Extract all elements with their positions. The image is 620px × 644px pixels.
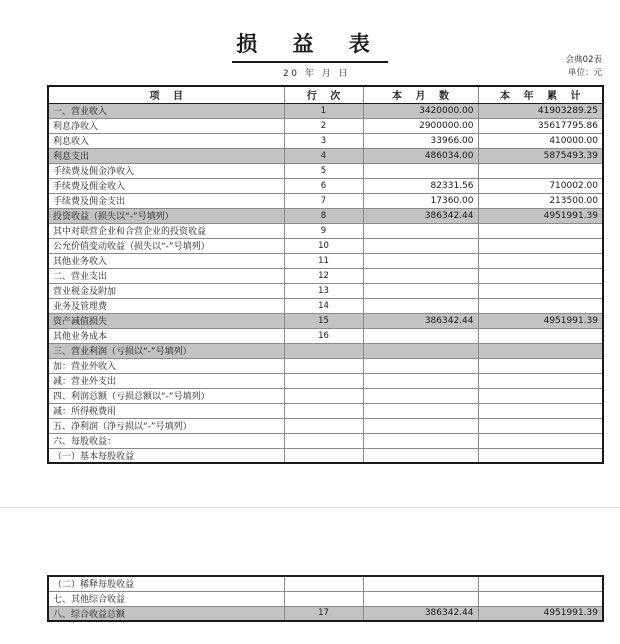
- cell-month-amount: [363, 358, 478, 373]
- cell-item-name: 加：营业外收入: [48, 358, 284, 373]
- cell-line-number: [284, 576, 363, 591]
- cell-ytd-amount: 4951991.39: [478, 208, 603, 223]
- cell-month-amount: [363, 223, 478, 238]
- cell-ytd-amount: [478, 433, 603, 448]
- table-row: [48, 403, 603, 418]
- cell-month-amount: [363, 373, 478, 388]
- cell-item-name: 其中对联营企业和合营企业的投资收益: [48, 223, 284, 238]
- cell-month-amount: [363, 268, 478, 283]
- cell-month-amount: [363, 433, 478, 448]
- table-row: [48, 163, 603, 178]
- table-row: [48, 358, 603, 373]
- cell-month-amount: [363, 328, 478, 343]
- cell-ytd-amount: [478, 298, 603, 313]
- cell-ytd-amount: [478, 328, 603, 343]
- cell-item-name: 手续费及佣金支出: [48, 193, 284, 208]
- cell-line-number: 15: [284, 313, 363, 328]
- table-row: [48, 591, 603, 606]
- table-row: [48, 433, 603, 448]
- cell-month-amount: 3420000.00: [363, 103, 478, 118]
- cell-item-name: 利息收入: [48, 133, 284, 148]
- cell-ytd-amount: [478, 268, 603, 283]
- table-row: [48, 388, 603, 403]
- table-row: [48, 268, 603, 283]
- unit-note: 单位：元: [567, 68, 602, 78]
- cell-line-number: 5: [284, 163, 363, 178]
- cell-ytd-amount: 35617795.86: [478, 118, 603, 133]
- table-row: [48, 343, 603, 358]
- cell-line-number: [284, 418, 363, 433]
- form-code: 会典02表: [565, 55, 602, 65]
- cell-month-amount: [363, 238, 478, 253]
- cell-month-amount: [363, 403, 478, 418]
- cell-ytd-amount: 710002.00: [478, 178, 603, 193]
- cell-item-name: 一、营业收入: [48, 103, 284, 118]
- cell-month-amount: 2900000.00: [363, 118, 478, 133]
- cell-item-name: 八、综合收益总额: [48, 606, 284, 621]
- cell-ytd-amount: 5875493.39: [478, 148, 603, 163]
- cell-item-name: 减：所得税费用: [48, 403, 284, 418]
- cell-line-number: [284, 403, 363, 418]
- table-row: [48, 103, 603, 118]
- cell-month-amount: 386342.44: [363, 313, 478, 328]
- cell-item-name: （二）稀释每股收益: [48, 576, 284, 591]
- cell-item-name: 手续费及佣金收入: [48, 178, 284, 193]
- cell-item-name: 七、其他综合收益: [48, 591, 284, 606]
- cell-line-number: 4: [284, 148, 363, 163]
- cell-ytd-amount: [478, 358, 603, 373]
- cell-line-number: [284, 358, 363, 373]
- cell-month-amount: 33966.00: [363, 133, 478, 148]
- cell-line-number: 6: [284, 178, 363, 193]
- page-title-text: 损 益 表: [232, 28, 388, 63]
- column-header-ytd: 本 年 累 计: [478, 86, 603, 103]
- cell-ytd-amount: [478, 403, 603, 418]
- income-statement-table-bottom: [47, 575, 604, 622]
- cell-item-name: 手续费及佣金净收入: [48, 163, 284, 178]
- table-row: [48, 298, 603, 313]
- column-header-month: 本 月 数: [363, 86, 478, 103]
- table-body-bottom: [48, 576, 603, 621]
- cell-ytd-amount: [478, 238, 603, 253]
- cell-ytd-amount: [478, 388, 603, 403]
- cell-item-name: 三、营业利润（亏损以“-”号填列）: [48, 343, 284, 358]
- cell-ytd-amount: 4951991.39: [478, 606, 603, 621]
- cell-item-name: 利息净收入: [48, 118, 284, 133]
- cell-month-amount: 386342.44: [363, 208, 478, 223]
- cell-ytd-amount: 213500.00: [478, 193, 603, 208]
- table-row: [48, 223, 603, 238]
- table-row: [48, 238, 603, 253]
- cell-ytd-amount: [478, 163, 603, 178]
- table-row: [48, 576, 603, 591]
- cell-month-amount: 17360.00: [363, 193, 478, 208]
- cell-month-amount: [363, 253, 478, 268]
- cell-item-name: 利息支出: [48, 148, 284, 163]
- cell-month-amount: [363, 576, 478, 591]
- table-row: [48, 313, 603, 328]
- cell-item-name: 二、营业支出: [48, 268, 284, 283]
- cell-line-number: [284, 433, 363, 448]
- table-row: [48, 606, 603, 621]
- cell-line-number: [284, 388, 363, 403]
- cell-line-number: 12: [284, 268, 363, 283]
- table-body-top: [48, 103, 603, 463]
- cell-ytd-amount: [478, 253, 603, 268]
- cell-line-number: 13: [284, 283, 363, 298]
- column-header-line: 行 次: [284, 86, 363, 103]
- cell-month-amount: [363, 298, 478, 313]
- cell-ytd-amount: [478, 373, 603, 388]
- table-row: [48, 283, 603, 298]
- cell-line-number: [284, 343, 363, 358]
- cell-ytd-amount: 41903289.25: [478, 103, 603, 118]
- cell-ytd-amount: [478, 448, 603, 463]
- table-row: [48, 148, 603, 163]
- table-row: [48, 253, 603, 268]
- cell-line-number: 8: [284, 208, 363, 223]
- cell-line-number: 7: [284, 193, 363, 208]
- cell-line-number: 16: [284, 328, 363, 343]
- form-meta: [566, 54, 602, 80]
- cell-item-name: 五、净利润（净亏损以“-”号填列）: [48, 418, 284, 433]
- cell-month-amount: [363, 283, 478, 298]
- cell-line-number: 9: [284, 223, 363, 238]
- cell-line-number: [284, 591, 363, 606]
- cell-line-number: 17: [284, 606, 363, 621]
- cell-item-name: 六、每股收益：: [48, 433, 284, 448]
- cell-line-number: [284, 448, 363, 463]
- table-row: [48, 178, 603, 193]
- cell-month-amount: 82331.56: [363, 178, 478, 193]
- page-title: [0, 28, 620, 63]
- cell-line-number: [284, 373, 363, 388]
- cell-month-amount: [363, 418, 478, 433]
- cell-ytd-amount: [478, 223, 603, 238]
- cell-item-name: 营业税金及附加: [48, 283, 284, 298]
- table-row: [48, 133, 603, 148]
- cell-item-name: 其他业务成本: [48, 328, 284, 343]
- table-row: [48, 448, 603, 463]
- cell-ytd-amount: 4951991.39: [478, 313, 603, 328]
- cell-item-name: 资产减值损失: [48, 313, 284, 328]
- column-header-item: 项 目: [48, 86, 284, 103]
- cell-month-amount: [363, 388, 478, 403]
- cell-ytd-amount: [478, 418, 603, 433]
- cell-ytd-amount: [478, 343, 603, 358]
- cell-ytd-amount: [478, 591, 603, 606]
- cell-item-name: 四、利润总额（亏损总额以“-”号填列）: [48, 388, 284, 403]
- cell-ytd-amount: [478, 283, 603, 298]
- cell-line-number: 2: [284, 118, 363, 133]
- table-row: [48, 328, 603, 343]
- cell-item-name: 其他业务收入: [48, 253, 284, 268]
- cell-ytd-amount: 410000.00: [478, 133, 603, 148]
- cell-line-number: 1: [284, 103, 363, 118]
- cell-month-amount: 386342.44: [363, 606, 478, 621]
- cell-line-number: 11: [284, 253, 363, 268]
- table-header-row: [48, 86, 603, 103]
- cell-month-amount: [363, 448, 478, 463]
- cell-item-name: 业务及管理费: [48, 298, 284, 313]
- cell-item-name: 投资收益（损失以“-”号填列）: [48, 208, 284, 223]
- table-row: [48, 208, 603, 223]
- table-row: [48, 418, 603, 433]
- cell-line-number: 10: [284, 238, 363, 253]
- reporting-period: 20 年 月 日: [283, 69, 351, 79]
- cell-item-name: （一）基本每股收益: [48, 448, 284, 463]
- cell-item-name: 公允价值变动收益（损失以“-”号填列）: [48, 238, 284, 253]
- cell-month-amount: [363, 163, 478, 178]
- cell-month-amount: 486034.00: [363, 148, 478, 163]
- cell-line-number: 3: [284, 133, 363, 148]
- cell-month-amount: [363, 591, 478, 606]
- cell-line-number: 14: [284, 298, 363, 313]
- cell-ytd-amount: [478, 576, 603, 591]
- page-break-separator: [0, 507, 620, 508]
- table-row: [48, 118, 603, 133]
- table-row: [48, 373, 603, 388]
- cell-month-amount: [363, 343, 478, 358]
- cell-item-name: 减：营业外支出: [48, 373, 284, 388]
- income-statement-table-top: [47, 85, 604, 464]
- table-row: [48, 193, 603, 208]
